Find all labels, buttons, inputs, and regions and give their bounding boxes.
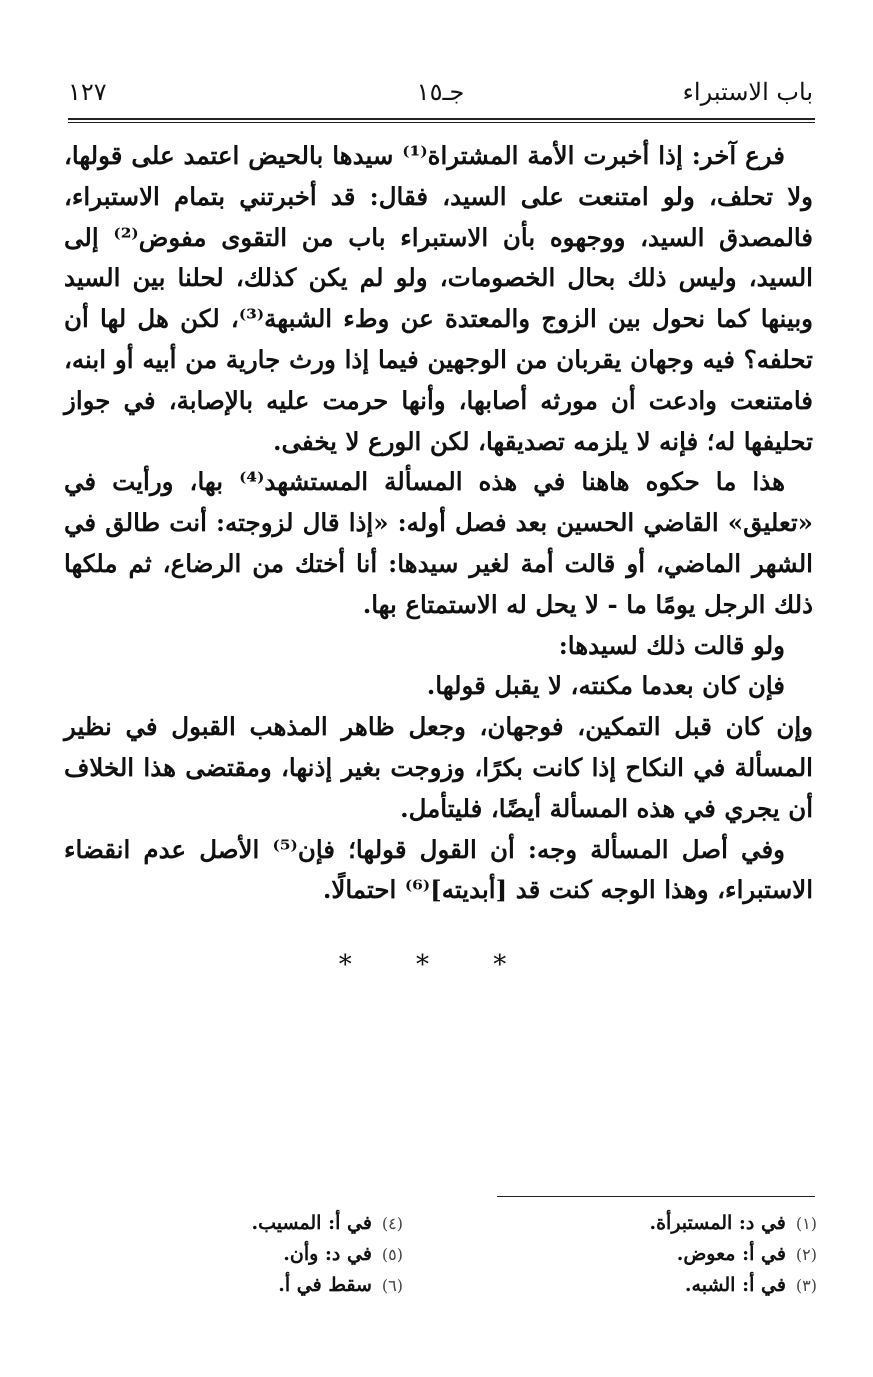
- volume-number: جـ١٥: [416, 78, 465, 106]
- footnote-text: في د: المستبرأة.: [649, 1212, 786, 1234]
- paragraph: هذا ما حكوه هاهنا في هذه المسألة المستشهد⁽⁴⁾ بها، ورأيت في «تعليق» القاضي الحسين بعد فصل أوله: «إذا قال لزوجته: أنت طالق في الشهر الماضي، أو قالت أمة لغير سيدها: أنا أختك من الرضاع، ثم ملكها ذلك الرجل يومًا ما - لا يحل له الاستمتاع بها.: [64, 467, 813, 619]
- main-text: [64, 136, 813, 911]
- footnote-number: (١): [795, 1214, 817, 1233]
- footnote: [649, 1208, 817, 1239]
- footnote-text: في أ: الشبه.: [684, 1274, 786, 1296]
- footnote: [251, 1270, 403, 1301]
- footnotes: [0, 1208, 873, 1318]
- footnote-number: (٤): [381, 1214, 403, 1233]
- footnote: [251, 1239, 403, 1270]
- footnote-number: (٣): [795, 1276, 817, 1295]
- paragraph: وإن كان قبل التمكين، فوجهان، وجعل ظاهر المذهب القبول في نظير المسألة في النكاح إذا كانت بكرًا، وزوجت بغير إذنها، ومقتضى هذا الخلاف أن يجري في هذه المسألة أيضًا، فليتأمل.: [64, 712, 813, 823]
- footnote: [649, 1270, 817, 1301]
- footnotes-column-right: [649, 1208, 817, 1301]
- paragraph: فرع آخر: إذا أخبرت الأمة المشتراة⁽¹⁾ سيدها بالحيض اعتمد على قولها، ولا تحلف، ولو امتنعت على السيد، فقال: قد أخبرتني بتمام الاستبراء، فالمصدق السيد، ووجهوه بأن الاستبراء باب من التقوى مفوض⁽²⁾ إلى السيد، وليس ذلك بحال الخصومات، ولو لم يكن كذلك، لحلنا بين السيد وبينها كما نحول بين الزوج والمعتدة عن وطء الشبهة⁽³⁾، لكن هل لها أن تحلفه؟ فيه وجهان يقربان من الوجهين فيما إذا ورث جارية من أبيه أو ابنه، فامتنعت وادعت أن مورثه أصابها، وأنها حرمت عليه بالإصابة، في جواز تحليفها له؛ فإنه لا يلزمه تصديقها، لكن الورع لا يخفى.: [64, 141, 814, 456]
- footnote-divider: [497, 1196, 815, 1197]
- paragraph: فإن كان بعدما مكنته، لا يقبل قولها.: [426, 671, 785, 701]
- paragraph: ولو قالت ذلك لسيدها:: [558, 630, 785, 660]
- footnote: [251, 1208, 403, 1239]
- footnote-text: سقط في أ.: [278, 1274, 372, 1296]
- footnote: [649, 1239, 817, 1270]
- chapter-title: باب الاستبراء: [682, 78, 813, 106]
- footnote-number: (٢): [795, 1245, 817, 1264]
- footnote-text: في أ: المسيب.: [251, 1212, 372, 1234]
- footnote-text: في أ: معوض.: [676, 1243, 786, 1265]
- running-header: [68, 78, 813, 114]
- footnote-number: (٦): [381, 1276, 403, 1295]
- footnotes-column-left: [251, 1208, 403, 1301]
- header-divider: [68, 118, 815, 123]
- page-number: ١٢٧: [68, 78, 107, 106]
- footnote-text: في د: وأن.: [283, 1243, 372, 1265]
- footnote-number: (٥): [381, 1245, 403, 1264]
- paragraph: وفي أصل المسألة وجه: أن القول قولها؛ فإن⁽⁵⁾ الأصل عدم انقضاء الاستبراء، وهذا الوجه كنت قد [أبديته]⁽⁶⁾ احتمالًا.: [64, 834, 813, 905]
- section-ornament: * * *: [338, 950, 535, 980]
